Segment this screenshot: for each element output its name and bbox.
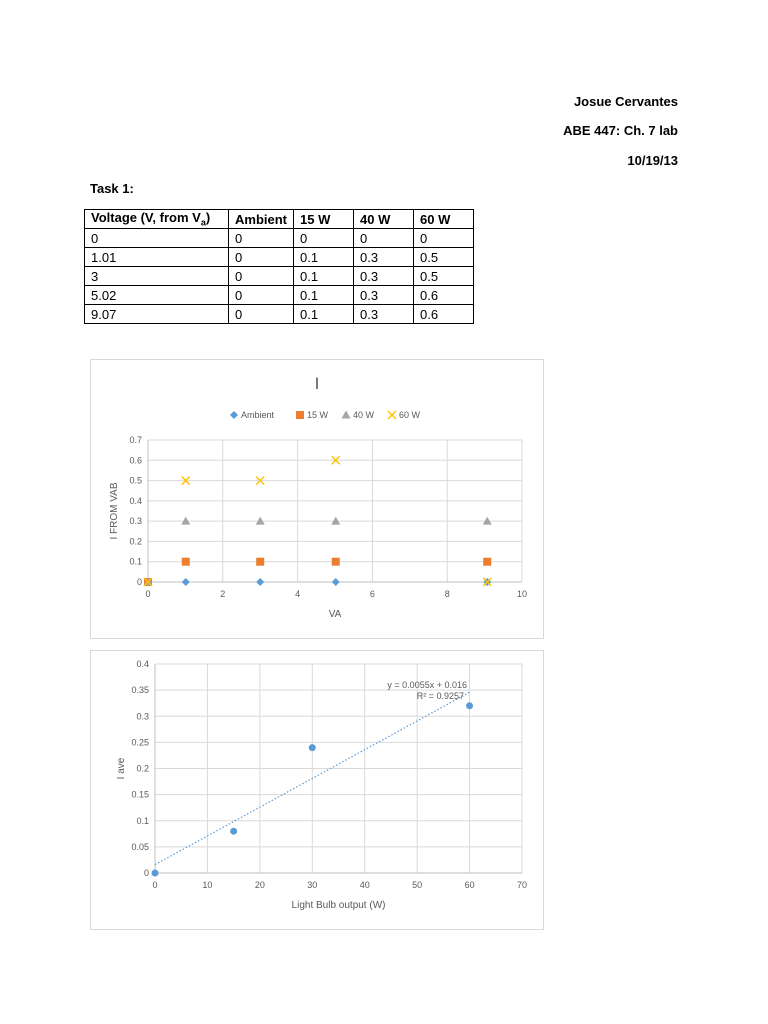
- y-tick-label: 0.4: [136, 659, 149, 669]
- table-cell: 0.3: [354, 286, 414, 305]
- chart-canvas: [91, 360, 543, 638]
- chart-canvas: [91, 651, 543, 929]
- x-tick-label: 70: [516, 880, 528, 890]
- data-point: [466, 702, 473, 709]
- chart-title: I: [314, 374, 320, 393]
- data-point: [256, 517, 265, 525]
- data-point: [256, 578, 264, 586]
- data-point: [256, 558, 264, 566]
- legend-label: Ambient: [241, 410, 275, 420]
- y-axis-title: I FROM VAB: [109, 482, 120, 540]
- table-cell: 0.1: [294, 286, 354, 305]
- y-tick-label: 0.15: [131, 789, 149, 800]
- legend-label: 60 W: [399, 410, 421, 420]
- task-label: Task 1:: [90, 181, 134, 196]
- x-tick-label: 8: [444, 589, 450, 599]
- x-tick-label: 4: [295, 589, 301, 599]
- table-cell: 0.1: [294, 305, 354, 324]
- y-tick-label: 0.35: [131, 685, 149, 696]
- table-cell: 3: [85, 267, 229, 286]
- document-date: 10/19/13: [627, 153, 678, 168]
- legend-marker: [230, 411, 238, 419]
- y-tick-label: 0: [136, 577, 142, 587]
- data-point: [309, 744, 316, 751]
- table-header-row: [85, 210, 474, 229]
- data-point: [181, 517, 190, 525]
- average-current-chart: [90, 650, 544, 930]
- table-cell: 0.6: [414, 286, 474, 305]
- x-axis-title: Light Bulb output (W): [291, 900, 386, 911]
- x-axis-title: VA: [328, 609, 342, 620]
- x-tick-label: 40: [359, 880, 370, 890]
- legend-marker: [342, 411, 351, 419]
- y-tick-label: 0.3: [136, 711, 149, 722]
- y-axis-title: I ave: [116, 757, 127, 780]
- table-header-cell: Ambient: [229, 210, 294, 229]
- y-tick-label: 0.3: [129, 516, 142, 527]
- table-row: [85, 229, 474, 248]
- table-row: [85, 248, 474, 267]
- current-vs-voltage-chart: [90, 359, 544, 639]
- x-tick-label: 50: [412, 880, 423, 890]
- table-cell: 0: [85, 229, 229, 248]
- legend-label: 40 W: [353, 410, 375, 420]
- table-row: [85, 286, 474, 305]
- data-point: [182, 558, 190, 566]
- voltage-header-subscript: a: [200, 217, 206, 228]
- data-point: [331, 517, 340, 525]
- x-tick-label: 6: [369, 589, 375, 599]
- data-point: [483, 558, 491, 566]
- y-tick-label: 0: [143, 868, 149, 878]
- legend-marker: [296, 411, 304, 419]
- table-cell: 0.6: [414, 305, 474, 324]
- table-cell: 0: [229, 267, 294, 286]
- table-cell: 0: [229, 305, 294, 324]
- data-point: [483, 517, 492, 525]
- table-header-cell: 15 W: [294, 210, 354, 229]
- trendline-equation: y = 0.0055x + 0.016: [387, 680, 467, 691]
- table-cell: 0.1: [294, 248, 354, 267]
- table-cell: 9.07: [85, 305, 229, 324]
- x-tick-label: 20: [254, 880, 265, 890]
- data-point: [182, 578, 190, 586]
- x-tick-label: 60: [464, 880, 475, 890]
- data-table: [84, 209, 474, 324]
- table-cell: 0: [229, 248, 294, 267]
- table-cell: 0.1: [294, 267, 354, 286]
- data-point: [230, 828, 237, 835]
- data-point: [152, 870, 159, 877]
- table-cell: 0: [229, 229, 294, 248]
- table-cell: 0.5: [414, 248, 474, 267]
- legend-label: 15 W: [307, 410, 329, 420]
- data-point: [332, 578, 340, 586]
- y-tick-label: 0.1: [129, 556, 142, 567]
- x-tick-label: 0: [145, 589, 151, 599]
- table-cell: 0.5: [414, 267, 474, 286]
- course-title: ABE 447: Ch. 7 lab: [563, 123, 678, 138]
- author-name: Josue Cervantes: [573, 94, 678, 109]
- voltage-header-text: Voltage (V, from V: [91, 210, 201, 226]
- x-tick-label: 30: [307, 880, 318, 890]
- table-cell: 0: [294, 229, 354, 248]
- table-row: [85, 305, 474, 324]
- table-row: [85, 267, 474, 286]
- table-cell: 0.3: [354, 248, 414, 267]
- legend-marker: [388, 411, 396, 419]
- x-tick-label: 10: [202, 880, 213, 890]
- y-tick-label: 0.6: [129, 455, 142, 466]
- trendline-r-squared: R² = 0.9257: [416, 691, 464, 702]
- y-tick-label: 0.05: [131, 841, 149, 852]
- x-tick-label: 10: [516, 589, 528, 599]
- table-cell: 0: [229, 286, 294, 305]
- table-cell: 0: [414, 229, 474, 248]
- x-tick-label: 0: [152, 880, 158, 890]
- table-header-cell: 60 W: [414, 210, 474, 229]
- table-cell: 0.3: [354, 267, 414, 286]
- y-tick-label: 0.5: [129, 475, 142, 486]
- table-cell: 5.02: [85, 286, 229, 305]
- table-cell: 0.3: [354, 305, 414, 324]
- y-tick-label: 0.2: [129, 536, 142, 547]
- y-tick-label: 0.25: [131, 737, 149, 748]
- table-cell: 0: [354, 229, 414, 248]
- voltage-header-close: ): [205, 210, 211, 226]
- table-cell: 1.01: [85, 248, 229, 267]
- data-point: [332, 558, 340, 566]
- x-tick-label: 2: [220, 589, 226, 599]
- y-tick-label: 0.2: [136, 763, 149, 774]
- y-tick-label: 0.4: [129, 495, 142, 506]
- y-tick-label: 0.1: [136, 815, 149, 826]
- table-header-voltage: [85, 210, 229, 229]
- y-tick-label: 0.7: [129, 435, 142, 445]
- table-header-cell: 40 W: [354, 210, 414, 229]
